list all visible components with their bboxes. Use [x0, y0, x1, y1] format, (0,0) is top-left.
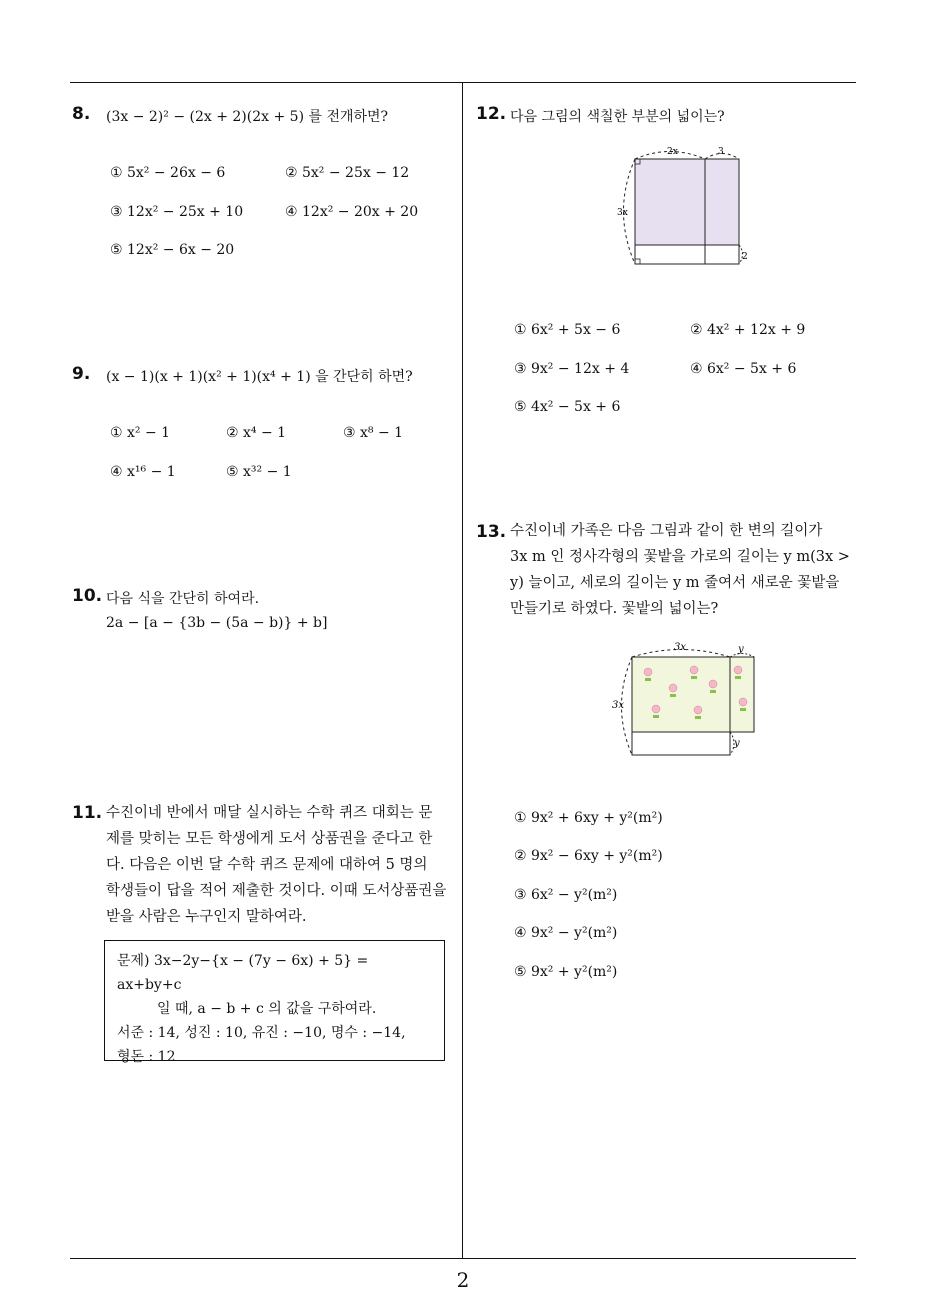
q11-box-line: 서준 : 14, 성진 : 10, 유진 : −10, 명수 : −14,: [117, 1025, 406, 1041]
q13-figure: [608, 636, 768, 760]
q11-line: 제를 맞히는 모든 학생에게 도서 상품권을 준다고 한: [106, 831, 433, 847]
question-12-text: 다음 그림의 색칠한 부분의 넓이는?: [510, 109, 725, 125]
q12-shaded-region: [635, 159, 739, 245]
q12-option-5[interactable]: ⑤ 4x² − 5x + 6: [514, 399, 621, 415]
q11-box-line: 형돈 : 12: [117, 1049, 176, 1065]
question-10-number: 10.: [72, 586, 103, 606]
q11-box-line: 문제) 3x−2y−{x − (7y − 6x) + 5} = ax+by+c: [117, 953, 369, 993]
question-13-text: [510, 518, 858, 622]
question-13-number: 13.: [476, 522, 507, 542]
bottom-rule: [70, 1258, 856, 1259]
q13-line: 수진이네 가족은 다음 그림과 같이 한 변의 길이가: [510, 523, 823, 539]
q13-option-4[interactable]: ④ 9x² − y²(m²): [514, 925, 618, 941]
q13-label-top-left: 3x: [674, 642, 687, 653]
top-rule: [70, 82, 856, 83]
q13-line: y) 늘이고, 세로의 길이는 y m 줄여서 새로운 꽃밭을: [510, 575, 840, 591]
q13-label-right: y: [734, 738, 740, 749]
q13-line: 만들기로 하였다. 꽃밭의 넓이는?: [510, 601, 719, 617]
q11-box-line: 일 때, a − b + c 의 값을 구하여라.: [157, 1001, 377, 1017]
q11-problem-box: [104, 940, 445, 1065]
column-divider: [462, 82, 463, 1258]
q9-option-1[interactable]: ① x² − 1: [110, 425, 171, 441]
q12-option-2[interactable]: ② 4x² + 12x + 9: [690, 322, 806, 338]
q8-option-2[interactable]: ② 5x² − 25x − 12: [285, 165, 410, 181]
q11-line: 다. 다음은 이번 달 수학 퀴즈 문제에 대하여 5 명의: [106, 857, 428, 873]
q8-option-5[interactable]: ⑤ 12x² − 6x − 20: [110, 242, 235, 258]
q13-label-top-right: y: [738, 644, 744, 655]
q8-option-1[interactable]: ① 5x² − 26x − 6: [110, 165, 226, 181]
q13-option-5[interactable]: ⑤ 9x² + y²(m²): [514, 964, 618, 980]
question-9-text: (x − 1)(x + 1)(x² + 1)(x⁴ + 1) 을 간단히 하면?: [106, 369, 413, 385]
q12-label-left: 3x: [617, 208, 628, 218]
q13-option-1[interactable]: ① 9x² + 6xy + y²(m²): [514, 810, 663, 826]
q9-option-3[interactable]: ③ x⁸ − 1: [343, 425, 404, 441]
question-8-number: 8.: [72, 104, 91, 124]
q12-label-top-right: 3: [718, 147, 724, 157]
q13-option-3[interactable]: ③ 6x² − y²(m²): [514, 887, 618, 903]
question-11-number: 11.: [72, 803, 103, 823]
q12-label-top-left: 2x: [667, 147, 678, 157]
q9-option-4[interactable]: ④ x¹⁶ − 1: [110, 464, 176, 480]
question-9-number: 9.: [72, 364, 91, 384]
page-number: 2: [456, 1268, 470, 1292]
q12-option-3[interactable]: ③ 9x² − 12x + 4: [514, 361, 630, 377]
q12-figure: [612, 142, 752, 270]
question-11-text: [106, 800, 456, 930]
question-12-number: 12.: [476, 104, 507, 124]
q8-option-4[interactable]: ④ 12x² − 20x + 20: [285, 204, 419, 220]
question-8-text: (3x − 2)² − (2x + 2)(2x + 5) 를 전개하면?: [106, 109, 389, 125]
q9-option-5[interactable]: ⑤ x³² − 1: [226, 464, 292, 480]
q12-option-1[interactable]: ① 6x² + 5x − 6: [514, 322, 621, 338]
q13-label-left: 3x: [612, 700, 625, 711]
question-10-expression: 2a − [a − {3b − (5a − b)} + b]: [106, 615, 328, 631]
q11-line: 학생들이 답을 적어 제출한 것이다. 이때 도서상품권을: [106, 883, 447, 899]
q13-option-2[interactable]: ② 9x² − 6xy + y²(m²): [514, 848, 663, 864]
q12-option-4[interactable]: ④ 6x² − 5x + 6: [690, 361, 797, 377]
q8-option-3[interactable]: ③ 12x² − 25x + 10: [110, 204, 244, 220]
q11-line: 수진이네 반에서 매달 실시하는 수학 퀴즈 대회는 문: [106, 805, 433, 821]
question-10-text: 다음 식을 간단히 하여라.: [106, 591, 260, 607]
q13-line: 3x m 인 정사각형의 꽃밭을 가로의 길이는 y m(3x >: [510, 549, 850, 565]
q12-label-right: 2: [742, 252, 748, 262]
q9-option-2[interactable]: ② x⁴ − 1: [226, 425, 287, 441]
q11-line: 받을 사람은 누구인지 말하여라.: [106, 909, 307, 925]
